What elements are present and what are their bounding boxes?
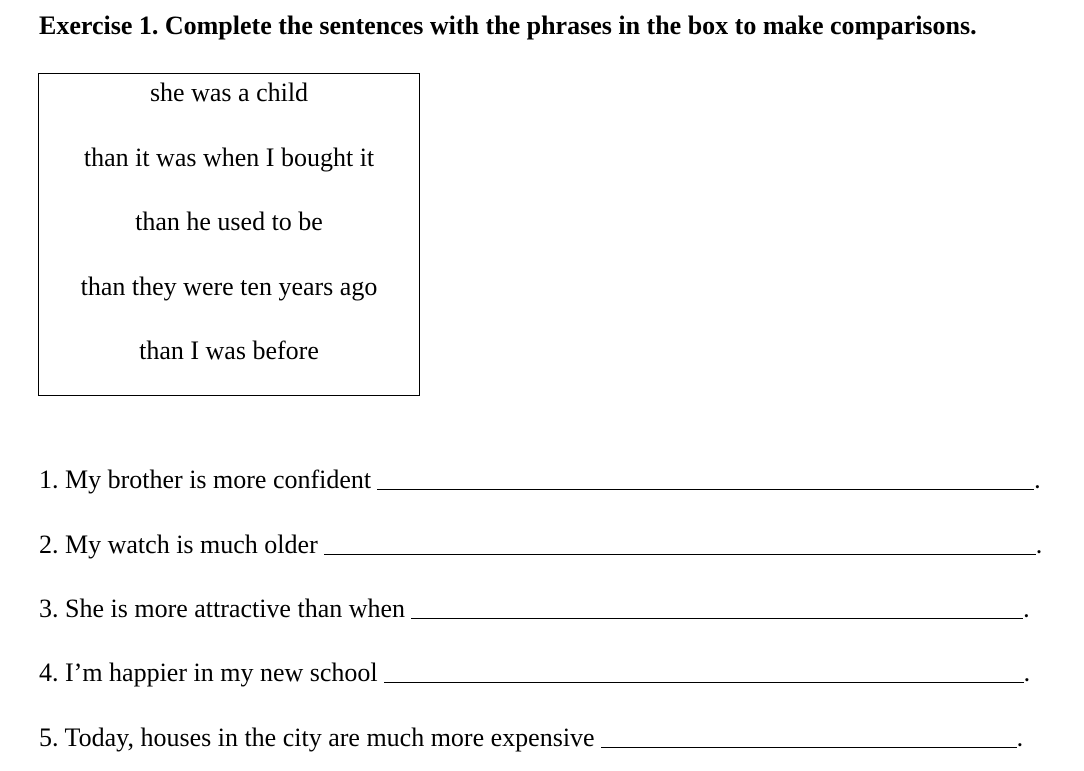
phrase-5: than I was before xyxy=(139,336,319,365)
sentence-5-period: . xyxy=(1016,723,1024,752)
answer-blank-4[interactable] xyxy=(384,662,1024,683)
sentence-2-period: . xyxy=(1035,530,1043,559)
sentence-1-text: 1. My brother is more confident xyxy=(39,465,372,494)
sentence-5 xyxy=(39,720,1023,754)
sentence-3-text: 3. She is more attractive than when xyxy=(39,594,406,623)
phrase-2: than it was when I bought it xyxy=(83,143,375,172)
exercise-title: Exercise 1. Complete the sentences with the phrases in the box to make comparisons. xyxy=(39,11,977,40)
sentence-2 xyxy=(39,527,1042,561)
answer-blank-2[interactable] xyxy=(324,534,1036,555)
sentence-1 xyxy=(39,462,1041,496)
sentence-3-period: . xyxy=(1023,594,1030,623)
sentence-2-text: 2. My watch is much older xyxy=(39,530,318,559)
sentence-4-text: 4. I’m happier in my new school xyxy=(39,658,378,687)
phrase-4: than they were ten years ago xyxy=(80,272,378,301)
answer-blank-3[interactable] xyxy=(411,598,1023,619)
sentence-1-period: . xyxy=(1034,465,1041,494)
phrase-3: than he used to be xyxy=(135,207,323,236)
sentence-4 xyxy=(39,655,1030,689)
phrase-box xyxy=(38,73,420,396)
answer-blank-5[interactable] xyxy=(601,727,1017,748)
answer-blank-1[interactable] xyxy=(377,469,1034,490)
phrase-1: she was a child xyxy=(149,78,309,107)
sentence-3 xyxy=(39,591,1030,625)
sentence-4-period: . xyxy=(1023,658,1031,687)
sentence-5-text: 5. Today, houses in the city are much more expensive xyxy=(39,723,595,752)
